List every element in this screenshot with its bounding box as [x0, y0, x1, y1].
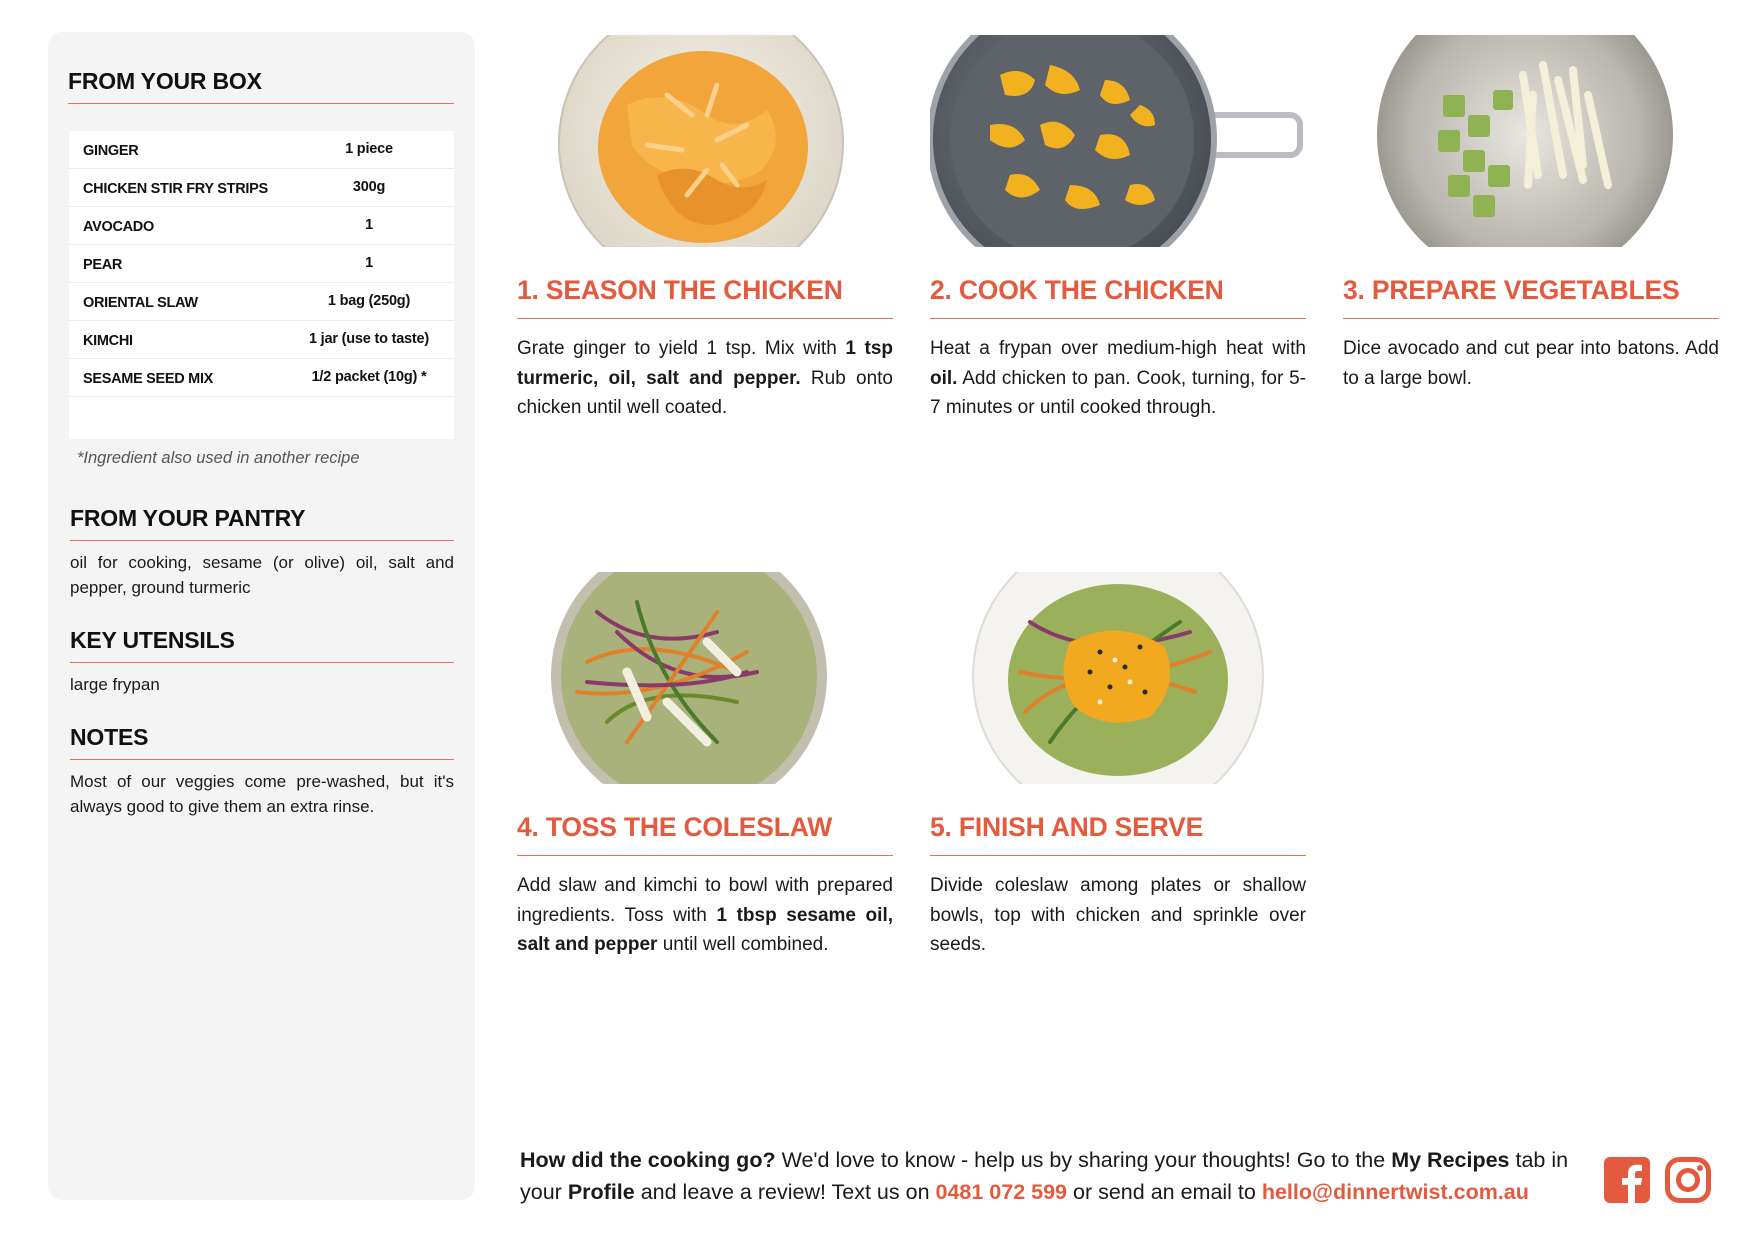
instagram-icon[interactable] — [1665, 1157, 1711, 1203]
ingredient-name: PEAR — [83, 257, 123, 273]
instruction-text: until well combined. — [657, 934, 829, 955]
pantry-title: FROM YOUR PANTRY — [70, 505, 306, 531]
ingredient-footnote: *Ingredient also used in another recipe — [77, 449, 360, 467]
step-1-title: 1. SEASON THE CHICKEN — [517, 275, 843, 305]
box-title: FROM YOUR BOX — [68, 68, 262, 94]
feedback-text-4: or send an email to — [1067, 1180, 1262, 1204]
step-4-divider — [517, 855, 893, 856]
feedback-text-1: We'd love to know - help us by sharing your thoughts! Go to the — [775, 1148, 1392, 1172]
ingredient-qty: 1 — [365, 255, 373, 271]
notes-title-divider — [70, 759, 454, 760]
step-2-photo — [930, 35, 1306, 247]
step-5-photo — [930, 572, 1306, 784]
phone-link[interactable]: 0481 072 599 — [935, 1180, 1068, 1204]
ingredient-row — [69, 359, 454, 397]
ingredient-qty: 1 jar (use to taste) — [308, 331, 430, 347]
step-4-photo — [517, 572, 893, 784]
facebook-icon[interactable] — [1604, 1157, 1650, 1203]
instruction-text: Add chicken to pan. Cook, turning, for 5-7 minutes or until cooked through. — [930, 367, 1306, 418]
instruction-text: Rub onto chicken until well coated. — [517, 367, 893, 418]
utensils-title: KEY UTENSILS — [70, 627, 235, 653]
notes-title: NOTES — [70, 724, 149, 750]
email-link[interactable]: hello@dinnertwist.com.au — [1261, 1180, 1529, 1204]
step-5-divider — [930, 855, 1306, 856]
utensils-title-divider — [70, 662, 454, 663]
my-recipes-tab-label: My Recipes — [1391, 1148, 1510, 1172]
pantry-title-divider — [70, 540, 454, 541]
ingredient-row — [69, 131, 454, 169]
instruction-text: Add slaw and kimchi to bowl with prepared ingredients. Toss with — [517, 875, 893, 926]
step-5-title: 5. FINISH AND SERVE — [930, 812, 1204, 842]
instruction-text: Heat a frypan over medium-high heat with — [930, 338, 1306, 359]
ingredient-name: KIMCHI — [83, 333, 133, 349]
ingredient-name: SESAME SEED MIX — [83, 371, 214, 387]
instruction-text: Grate ginger to yield 1 tsp. Mix with — [517, 338, 846, 359]
step-1-text — [517, 334, 893, 423]
step-5-text — [930, 871, 1306, 960]
instruction-text: Dice avocado and cut pear into batons. Add to a large bowl. — [1343, 338, 1719, 389]
step-4-text — [517, 871, 893, 960]
ingredient-name: GINGER — [83, 143, 139, 159]
instruction-text: Divide coleslaw among plates or shallow bowls, top with chicken and sprinkle over seeds. — [930, 875, 1306, 955]
ingredient-name: AVOCADO — [83, 219, 154, 235]
step-3-photo — [1343, 35, 1719, 247]
ingredient-name: CHICKEN STIR FRY STRIPS — [83, 181, 268, 197]
step-2-text — [930, 334, 1306, 423]
ingredients-table — [69, 131, 454, 439]
instruction-emphasis: 1 tbsp sesame oil, salt and pepper — [517, 904, 894, 955]
ingredient-qty: 1/2 packet (10g) * — [311, 369, 427, 385]
feedback-footer — [520, 1144, 1580, 1208]
step-3-title: 3. PREPARE VEGETABLES — [1343, 275, 1680, 305]
ingredient-name: ORIENTAL SLAW — [83, 295, 198, 311]
feedback-question: How did the cooking go? — [520, 1148, 776, 1172]
step-3-text — [1343, 334, 1719, 393]
ingredient-row — [69, 245, 454, 283]
step-2-title: 2. COOK THE CHICKEN — [930, 275, 1224, 305]
ingredient-qty: 1 — [365, 217, 373, 233]
ingredient-row — [69, 321, 454, 359]
utensils-text: large frypan — [70, 675, 160, 694]
instruction-emphasis: oil. — [930, 367, 958, 389]
ingredient-qty: 300g — [352, 179, 386, 195]
step-1-divider — [517, 318, 893, 319]
box-title-divider — [68, 103, 454, 104]
step-3-divider — [1343, 318, 1719, 319]
ingredient-row — [69, 207, 454, 245]
step-1-photo — [517, 35, 893, 247]
ingredient-qty: 1 piece — [345, 141, 393, 157]
instruction-emphasis: 1 tsp turmeric, oil, salt and pepper. — [517, 338, 893, 389]
profile-label: Profile — [567, 1180, 635, 1204]
step-4-title: 4. TOSS THE COLESLAW — [517, 812, 833, 842]
pantry-text: oil for cooking, sesame (or olive) oil, salt and pepper, ground turmeric — [70, 553, 454, 597]
ingredient-row — [69, 283, 454, 321]
feedback-text-3: and leave a review! Text us on — [634, 1180, 936, 1204]
ingredient-row — [69, 169, 454, 207]
ingredient-qty: 1 bag (250g) — [327, 293, 411, 309]
step-2-divider — [930, 318, 1306, 319]
feedback-text-2: tab in your — [520, 1148, 1569, 1204]
notes-text: Most of our veggies come pre-washed, but it's always good to give them an extra rinse. — [70, 772, 454, 816]
